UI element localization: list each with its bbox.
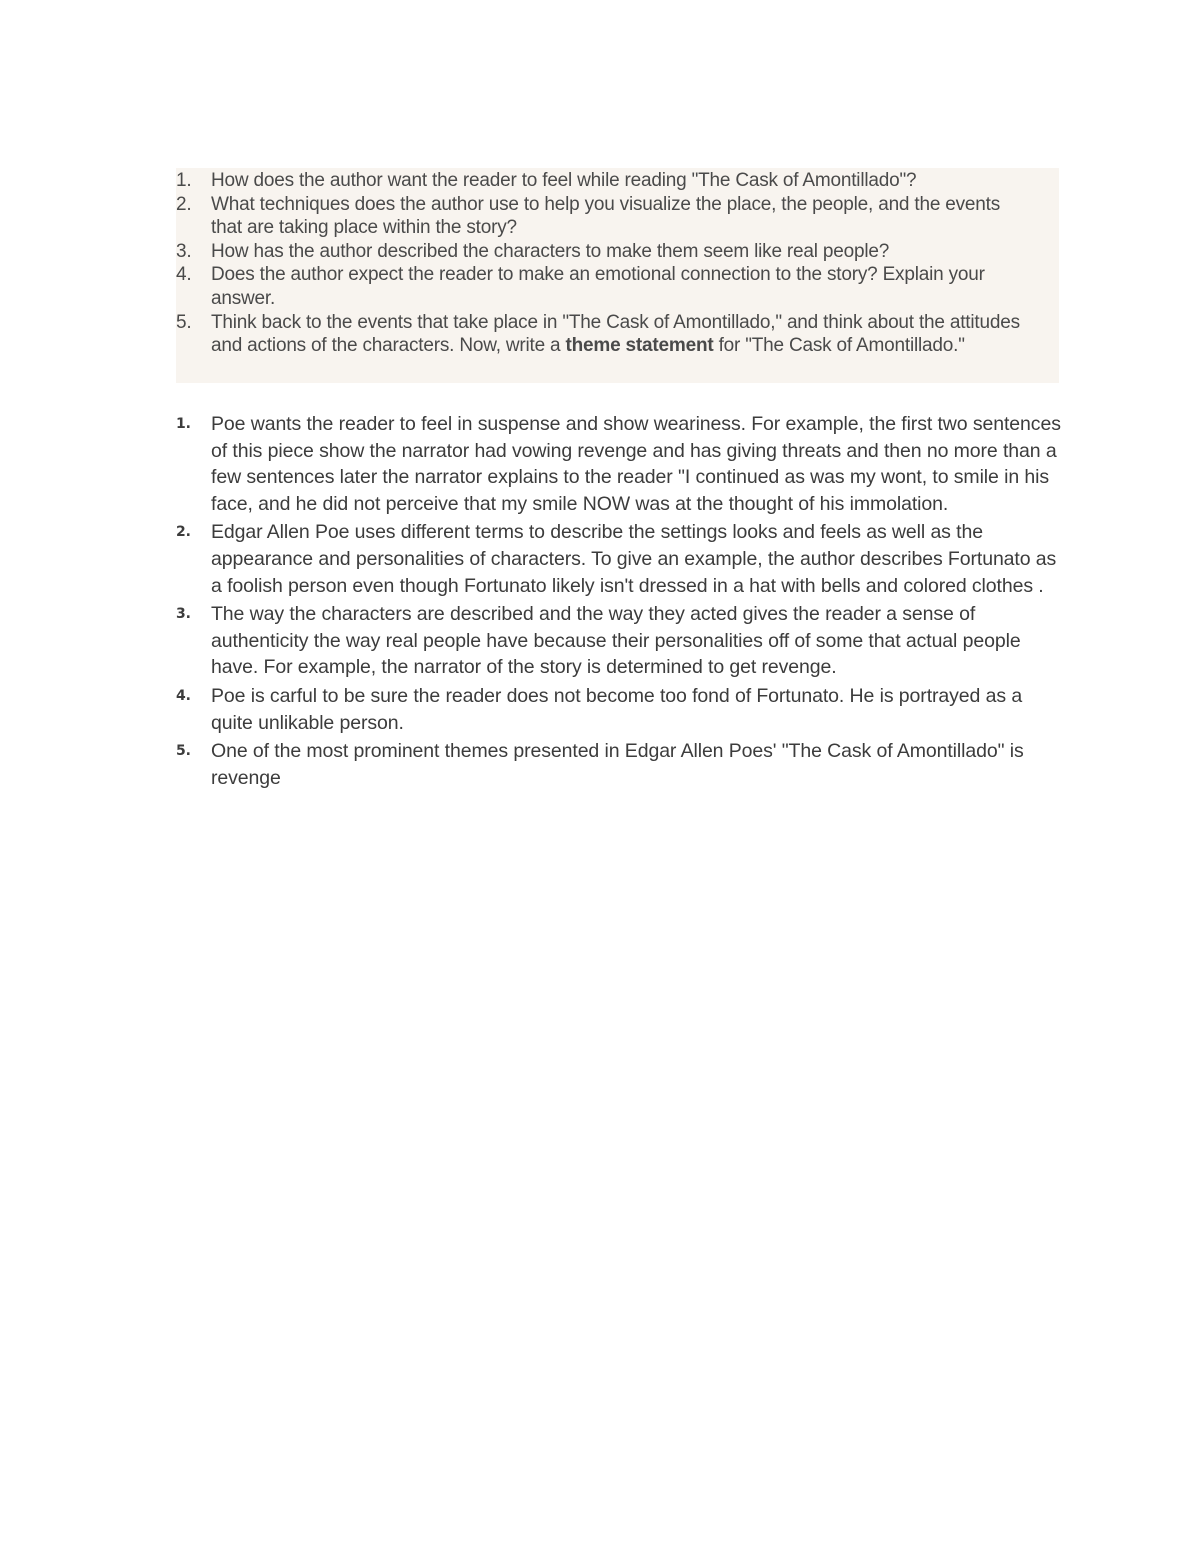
answer-number: 1. bbox=[176, 416, 191, 432]
question-number: 3. bbox=[176, 240, 192, 262]
answer-text: Edgar Allen Poe uses different terms to describe the settings looks and feels as well as the appearance and personalities of characters. To give an example, the author describes Fortunato as a foolish person even though Fortunato likely isn't dressed in a hat with bells and colored clothes . bbox=[211, 521, 1057, 597]
answer-text: The way the characters are described and the way they acted gives the reader a sense of authenticity the way real people have because their personalities off of some that actual people have. For example, the narrator of the story is determined to get revenge. bbox=[211, 603, 1021, 679]
question-number: 4. bbox=[176, 264, 192, 286]
answer-number: 2. bbox=[176, 524, 191, 541]
question-item bbox=[176, 169, 1026, 193]
questions-list bbox=[176, 169, 1026, 358]
answer-number: 5. bbox=[176, 743, 191, 760]
question-item bbox=[176, 193, 1026, 240]
question-number: 5. bbox=[176, 311, 192, 333]
question-text: Does the author expect the reader to make an emotional connection to the story? Explain your answer. bbox=[211, 264, 985, 309]
question-number: 1. bbox=[176, 170, 192, 191]
answer-text: One of the most prominent themes presented in Edgar Allen Poes' "The Cask of Amontillado" is revenge bbox=[211, 740, 1024, 789]
answer-item bbox=[176, 519, 1061, 599]
question-number: 2. bbox=[176, 193, 192, 215]
answer-item bbox=[176, 601, 1061, 681]
question-item bbox=[176, 240, 1026, 264]
question-text: What techniques does the author use to help you visualize the place, the people, and the events that are taking place within the story? bbox=[211, 193, 1001, 239]
answer-text: Poe wants the reader to feel in suspense and show weariness. For example, the first two sentences of this piece show the narrator had vowing revenge and has giving threats and then no more than a few sentences later the narrator explains to the reader "I continued as was my wont, to smile in his face, and he did not perceive that my smile NOW was at the thought of his immolation. bbox=[211, 413, 1061, 515]
question-text: How has the author described the characters to make them seem like real people? bbox=[211, 240, 890, 262]
question-text-start: Think back to the events that take place in "The Cask of Amontillado," and think about the attitudes and actions of the characters. Now, write a bbox=[211, 311, 1020, 357]
answers-list bbox=[176, 411, 1061, 793]
answer-number: 4. bbox=[176, 687, 191, 704]
question-item bbox=[176, 311, 1026, 358]
question-text: How does the author want the reader to feel while reading "The Cask of Amontillado"? bbox=[211, 170, 917, 191]
question-text-end: for "The Cask of Amontillado." bbox=[713, 335, 965, 357]
theme-statement-bold: theme statement bbox=[565, 335, 714, 357]
answer-item bbox=[176, 411, 1061, 517]
question-item bbox=[176, 263, 1026, 310]
answer-number: 3. bbox=[176, 606, 191, 623]
answer-text: Poe is carful to be sure the reader does not become too fond of Fortunato. He is portrayed as a quite unlikable person. bbox=[211, 684, 1023, 734]
answer-item bbox=[176, 738, 1061, 791]
answer-item bbox=[176, 683, 1061, 736]
